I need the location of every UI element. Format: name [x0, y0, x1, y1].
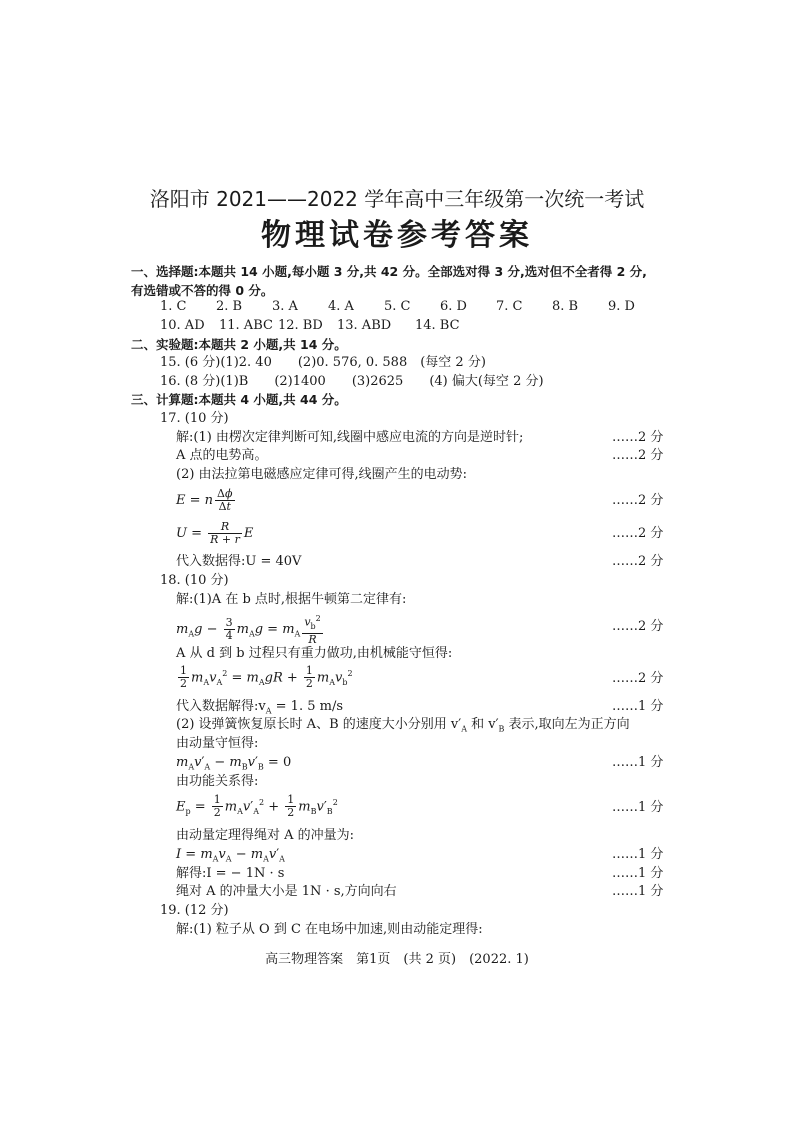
- mc-answer: 7. C: [496, 299, 523, 314]
- q17-line1: 解:(1) 由楞次定律判断可知,线圈中感应电流的方向是逆时针;: [176, 430, 524, 445]
- mc-answer: 9. D: [608, 299, 635, 314]
- answer-key-title: 物理试卷参考答案: [261, 218, 533, 253]
- mc-answer: 3. A: [272, 299, 298, 314]
- mc-answer: 4. A: [328, 299, 354, 314]
- q18-momentum-rhs: = 0: [263, 755, 292, 770]
- score-mark: ……2 分: [612, 526, 664, 541]
- score-mark: ……1 分: [612, 884, 664, 899]
- section1-heading-line2: 有选错或不答的得 0 分。: [131, 283, 274, 298]
- q18-energy-equation: $\frac{1}{2}$ $m_Av_A^2 = m_AgR$ + $\frac{1}{2}$ $m_Av_b^2$: [180, 664, 353, 691]
- q18-newton-equation: $m_Ag$ − $\frac{3}{4}$ $m_Ag = m_A$ $\frac{v_b^2}{R}$: [176, 614, 321, 646]
- q18-line5-text: 代入数据解得:v: [176, 699, 266, 714]
- score-mark: ……1 分: [612, 847, 664, 862]
- q18-momentum-equation: $m_Av'_A - m_Bv'_B = 0$: [176, 755, 292, 772]
- q18-line6-text: (2) 设弹簧恢复原长时 A、B 的速度大小分别用 v′: [176, 717, 462, 732]
- section3-heading: 三、计算题:本题共 4 小题,共 44 分。: [131, 392, 347, 407]
- q18-line5-value: = 1. 5 m/s: [271, 699, 343, 714]
- q17-emf-equation: E = n $\frac{\Delta\phi}{\Delta t}$: [176, 487, 233, 513]
- q19-line1: 解:(1) 粒子从 O 到 C 在电场中加速,则由动能定理得:: [176, 922, 483, 937]
- score-mark: ……2 分: [612, 554, 664, 569]
- score-mark: ……1 分: [612, 755, 664, 770]
- page-footer: 高三物理答案 第1页 (共 2 页) (2022. 1): [265, 952, 529, 967]
- mc-answer: 14. BC: [415, 318, 460, 333]
- q17-voltage-equation: U = $\frac{R}{R + r}$ E: [176, 520, 254, 546]
- q17-line2: A 点的电势高。: [176, 448, 268, 463]
- mc-answer: 6. D: [440, 299, 467, 314]
- q18-line6-mid: 和 v′: [466, 717, 499, 732]
- exam-title: 洛阳市 2021——2022 学年高中三年级第一次统一考试: [149, 187, 645, 211]
- q15-answer: 15. (6 分)(1)2. 40 (2)0. 576, 0. 588 (每空 2 分): [160, 355, 486, 370]
- q18-line6: (2) 设弹簧恢复原长时 A、B 的速度大小分别用 $v'_A$ 和 $v'_B$ 表示,取向左为正方向: [176, 717, 630, 734]
- mc-answer: 12. BD: [278, 318, 323, 333]
- q18-impulse-equation: $I = m_Av_A - m_Av'_A$: [176, 847, 285, 864]
- mc-row-1: [160, 298, 664, 315]
- q19-label: 19. (12 分): [160, 903, 229, 918]
- q18-line7: 由动量守恒得:: [176, 736, 259, 751]
- q17-line6: 代入数据得:U = 40V: [176, 554, 302, 569]
- mc-answer: 8. B: [552, 299, 579, 314]
- q18-line1: 解:(1)A 在 b 点时,根据牛顿第二定律有:: [176, 592, 407, 607]
- score-mark: ……1 分: [612, 866, 664, 881]
- score-mark: ……1 分: [612, 699, 664, 714]
- score-mark: ……2 分: [612, 619, 664, 634]
- section2-heading: 二、实验题:本题共 2 小题,共 14 分。: [131, 337, 347, 352]
- q17-label: 17. (10 分): [160, 411, 229, 426]
- q16-answer: 16. (8 分)(1)B (2)1400 (3)2625 (4) 偏大(每空 2 分): [160, 374, 544, 389]
- score-mark: ……2 分: [612, 493, 664, 508]
- q18-line13: 解得:I = − 1N · s: [176, 866, 285, 881]
- mc-row-2: [160, 317, 474, 334]
- mc-answer: 2. B: [216, 299, 243, 314]
- score-mark: ……1 分: [612, 800, 664, 815]
- q18-line11: 由动量定理得绳对 A 的冲量为:: [176, 828, 355, 843]
- mc-answer: 5. C: [384, 299, 411, 314]
- mc-answer: 11. ABC: [219, 318, 273, 333]
- q18-line3: A 从 d 到 b 过程只有重力做功,由机械能守恒得:: [176, 646, 453, 661]
- score-mark: ……2 分: [612, 430, 664, 445]
- q18-work-energy-equation: $E_p$ = $\frac{1}{2}$ $m_Av'_A^2$ + $\frac{1}{2}$ $m_Bv'_B^2$: [176, 793, 338, 820]
- mc-answer: 13. ABD: [337, 318, 392, 333]
- q18-line6-end: 表示,取向左为正方向: [504, 717, 630, 732]
- q17-line3: (2) 由法拉第电磁感应定律可得,线圈产生的电动势:: [176, 467, 468, 482]
- q18-line5: 代入数据解得$:v_A = 1$. 5 m/s: [176, 699, 343, 716]
- mc-answer: 1. C: [160, 299, 187, 314]
- score-mark: ……2 分: [612, 671, 664, 686]
- q18-line14: 绳对 A 的冲量大小是 1N · s,方向向右: [176, 884, 397, 899]
- q18-label: 18. (10 分): [160, 573, 229, 588]
- mc-answer: 10. AD: [160, 318, 205, 333]
- score-mark: ……2 分: [612, 448, 664, 463]
- q18-line9: 由功能关系得:: [176, 774, 259, 789]
- section1-heading-line1: 一、选择题:本题共 14 小题,每小题 3 分,共 42 分。全部选对得 3 分,选对但不全者得 2 分,: [131, 264, 647, 279]
